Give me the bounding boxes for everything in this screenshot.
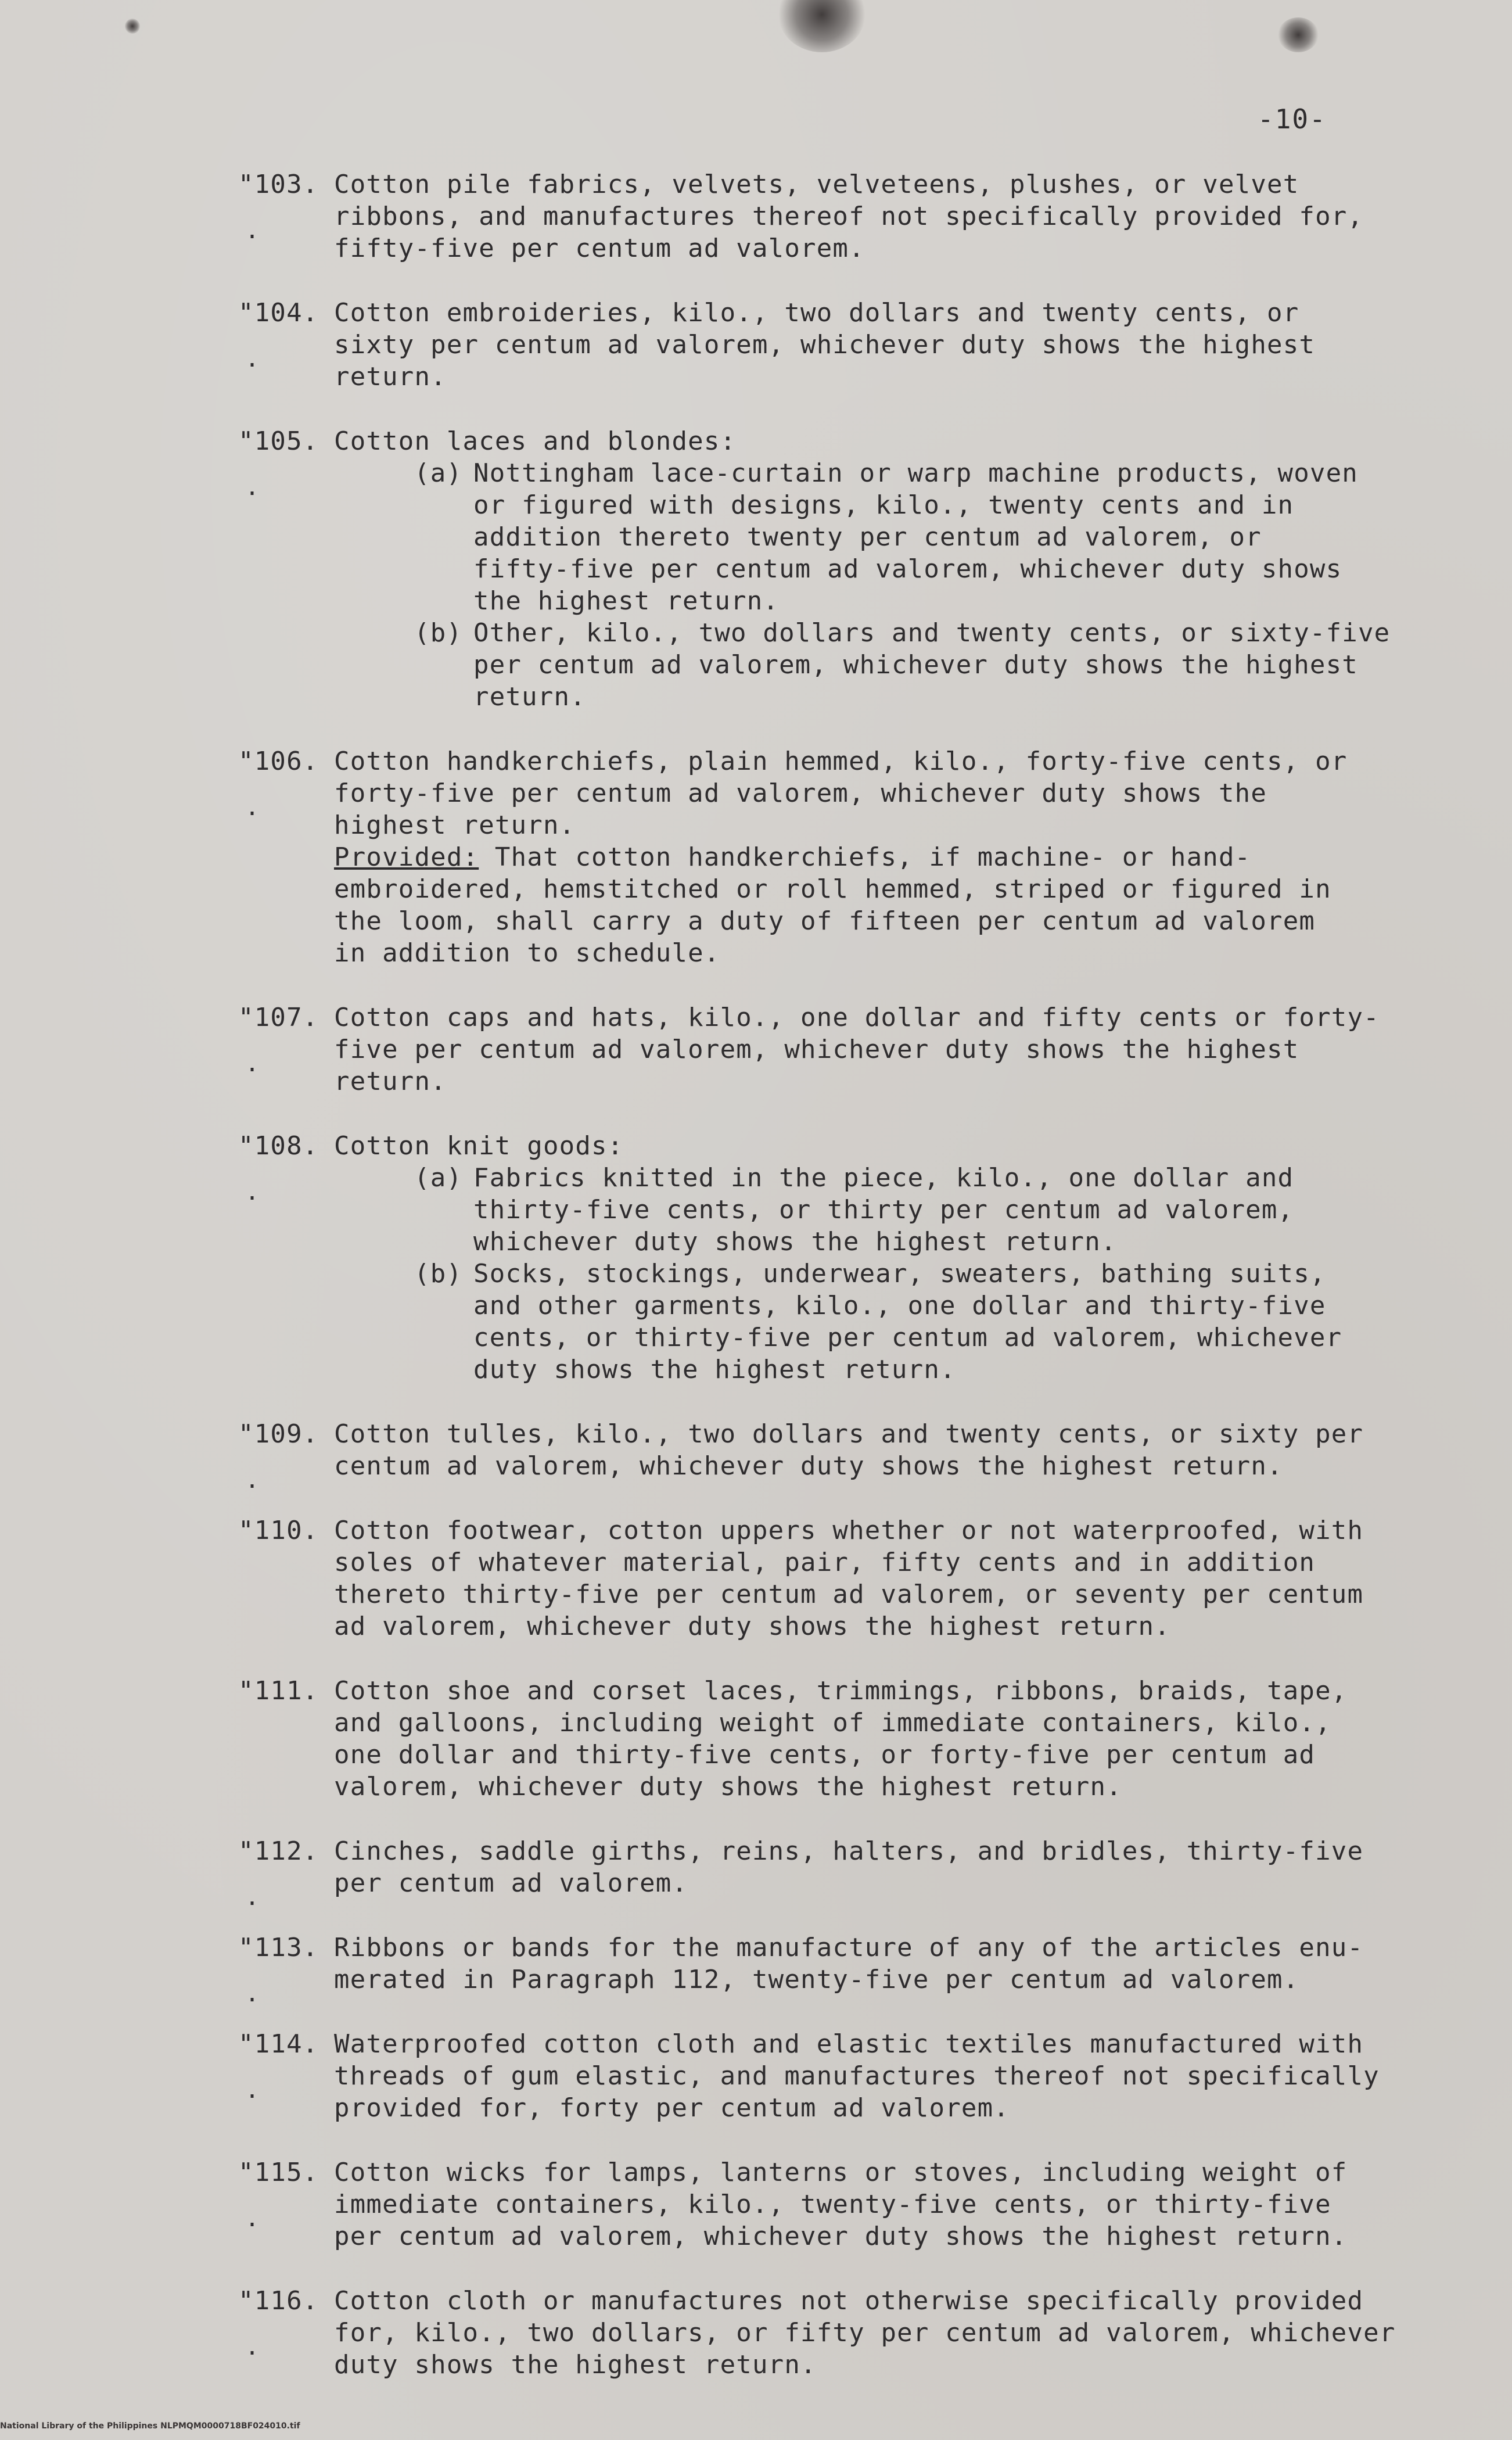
text-line: ad valorem, whichever duty shows the highest return. bbox=[334, 1612, 1170, 1641]
paragraph-number: "112. bbox=[238, 1836, 319, 1866]
paragraph-number: "110. bbox=[238, 1516, 319, 1545]
ink-stain bbox=[125, 19, 140, 34]
text-line: return. bbox=[473, 682, 586, 712]
text-line: immediate containers, kilo., twenty-five cents, or thirty-five bbox=[334, 2190, 1331, 2219]
proviso-line bbox=[334, 841, 1388, 873]
text-line: centum ad valorem, whichever duty shows the highest return. bbox=[334, 1451, 1283, 1481]
text-line: Cotton wicks for lamps, lanterns or stoves, including weight of bbox=[334, 2158, 1348, 2187]
paragraph-113 bbox=[238, 1932, 1388, 2007]
text-line: Cotton knit goods: bbox=[334, 1131, 624, 1161]
text-line: fifty-five per centum ad valorem, whichever duty shows bbox=[473, 554, 1342, 584]
margin-tick: . bbox=[245, 2205, 260, 2232]
paragraph-108 bbox=[238, 1130, 1388, 1386]
paragraph-106 bbox=[238, 745, 1388, 969]
text-line: provided for, forty per centum ad valorem. bbox=[334, 2093, 1010, 2123]
paragraph-104 bbox=[238, 297, 1388, 393]
paragraph-109 bbox=[238, 1418, 1388, 1494]
text-line: Waterproofed cotton cloth and elastic textiles manufactured with bbox=[334, 2029, 1364, 2059]
paragraph-116 bbox=[238, 2285, 1396, 2381]
margin-tick: . bbox=[245, 474, 260, 501]
text-line: Nottingham lace-curtain or warp machine products, woven bbox=[473, 458, 1358, 488]
text-line: Cotton cloth or manufactures not otherwise specifically provided bbox=[334, 2286, 1364, 2316]
paragraph-number: "103. bbox=[238, 170, 319, 199]
paragraph-number: "114. bbox=[238, 2029, 319, 2059]
tariff-entries bbox=[238, 168, 1396, 2413]
text-line: addition thereto twenty per centum ad valorem, or bbox=[473, 522, 1262, 552]
paragraph-number: "109. bbox=[238, 1419, 319, 1449]
text-line: Cinches, saddle girths, reins, halters, and bridles, thirty-five bbox=[334, 1836, 1364, 1866]
paragraph-number: "104. bbox=[238, 298, 319, 328]
proviso-text: That cotton handkerchiefs, if machine- or hand- bbox=[479, 842, 1251, 872]
margin-tick: . bbox=[245, 217, 260, 244]
margin-tick: . bbox=[245, 1050, 260, 1077]
text-line: cents, or thirty-five per centum ad valorem, whichever bbox=[473, 1323, 1342, 1352]
text-line: and galloons, including weight of immediate containers, kilo., bbox=[334, 1708, 1331, 1738]
paragraph-number: "106. bbox=[238, 747, 319, 776]
subparagraph-a bbox=[334, 1162, 1388, 1258]
text-line: Socks, stockings, underwear, sweaters, bathing suits, bbox=[473, 1259, 1326, 1289]
paragraph-number: "111. bbox=[238, 1676, 319, 1706]
paragraph-number: "108. bbox=[238, 1131, 319, 1161]
subparagraph-label: (b) bbox=[414, 1259, 463, 1289]
text-line: Ribbons or bands for the manufacture of any of the articles enu- bbox=[334, 1933, 1364, 1962]
text-line: thirty-five cents, or thirty per centum ad valorem, bbox=[473, 1195, 1294, 1225]
paragraph-number: "107. bbox=[238, 1003, 319, 1032]
text-line: merated in Paragraph 112, twenty-five per centum ad valorem. bbox=[334, 1965, 1299, 1994]
paragraph-103 bbox=[238, 168, 1388, 264]
paragraph-105 bbox=[238, 425, 1391, 713]
text-line: duty shows the highest return. bbox=[473, 1355, 956, 1384]
text-line: valorem, whichever duty shows the highest return. bbox=[334, 1772, 1122, 1802]
paragraph-number: "113. bbox=[238, 1933, 319, 1962]
text-line: duty shows the highest return. bbox=[334, 2350, 817, 2380]
text-line: ribbons, and manufactures thereof not specifically provided for, bbox=[334, 202, 1364, 231]
text-line: Cotton laces and blondes: bbox=[334, 426, 737, 456]
text-line: forty-five per centum ad valorem, whichever duty shows the bbox=[334, 778, 1267, 808]
text-line: or figured with designs, kilo., twenty cents and in bbox=[473, 490, 1294, 520]
text-line: sixty per centum ad valorem, whichever duty shows the highest bbox=[334, 330, 1316, 360]
page-number: -10- bbox=[1258, 103, 1327, 135]
text-line: the highest return. bbox=[473, 586, 780, 616]
text-line: Cotton tulles, kilo., two dollars and twenty cents, or sixty per bbox=[334, 1419, 1364, 1449]
subparagraph-label: (b) bbox=[414, 618, 463, 648]
text-line: per centum ad valorem, whichever duty shows the highest return. bbox=[334, 2222, 1348, 2251]
text-line: fifty-five per centum ad valorem. bbox=[334, 234, 865, 263]
text-line: highest return. bbox=[334, 810, 576, 840]
paragraph-115 bbox=[238, 2156, 1388, 2252]
text-line: soles of whatever material, pair, fifty cents and in addition bbox=[334, 1548, 1316, 1577]
text-line: threads of gum elastic, and manufactures thereof not specifically bbox=[334, 2061, 1380, 2091]
text-line: per centum ad valorem. bbox=[334, 1868, 688, 1898]
text-line: Fabrics knitted in the piece, kilo., one dollar and bbox=[473, 1163, 1294, 1193]
text-line: for, kilo., two dollars, or fifty per centum ad valorem, whichever bbox=[334, 2318, 1396, 2348]
margin-tick: . bbox=[245, 2334, 260, 2360]
text-line: Cotton embroideries, kilo., two dollars and twenty cents, or bbox=[334, 298, 1299, 328]
paragraph-110 bbox=[238, 1515, 1388, 1642]
subparagraph-b bbox=[334, 1258, 1388, 1386]
margin-tick: . bbox=[245, 2077, 260, 2104]
text-line: five per centum ad valorem, whichever duty shows the highest bbox=[334, 1035, 1299, 1064]
text-line: one dollar and thirty-five cents, or forty-five per centum ad bbox=[334, 1740, 1316, 1770]
paragraph-112 bbox=[238, 1835, 1388, 1911]
scan-footer: National Library of the Philippines NLPMQM0000718BF024010.tif bbox=[0, 2421, 300, 2431]
text-line: Cotton caps and hats, kilo., one dollar and fifty cents or forty- bbox=[334, 1003, 1380, 1032]
subparagraph-label: (a) bbox=[414, 458, 463, 488]
margin-tick: . bbox=[245, 1467, 260, 1494]
paragraph-107 bbox=[238, 1002, 1388, 1097]
subparagraph-label: (a) bbox=[414, 1163, 463, 1193]
text-line: per centum ad valorem, whichever duty shows the highest bbox=[473, 650, 1358, 680]
text-line: return. bbox=[334, 1067, 447, 1096]
text-line: Other, kilo., two dollars and twenty cents, or sixty-five bbox=[473, 618, 1391, 648]
margin-tick: . bbox=[245, 1179, 260, 1205]
subparagraph-b bbox=[334, 617, 1391, 713]
text-line: the loom, shall carry a duty of fifteen per centum ad valorem bbox=[334, 906, 1316, 936]
paragraph-111 bbox=[238, 1675, 1388, 1803]
subparagraph-a bbox=[334, 457, 1388, 617]
margin-tick: . bbox=[245, 1884, 260, 1911]
margin-tick: . bbox=[245, 1980, 260, 2007]
margin-tick: . bbox=[245, 346, 260, 372]
ink-stain bbox=[1278, 17, 1319, 52]
text-line: whichever duty shows the highest return. bbox=[473, 1227, 1117, 1257]
text-line: Cotton handkerchiefs, plain hemmed, kilo., forty-five cents, or bbox=[334, 747, 1348, 776]
text-line: Cotton footwear, cotton uppers whether or not waterproofed, with bbox=[334, 1516, 1364, 1545]
margin-tick: . bbox=[245, 794, 260, 821]
text-line: return. bbox=[334, 362, 447, 392]
text-line: embroidered, hemstitched or roll hemmed, striped or figured in bbox=[334, 874, 1331, 904]
paragraph-number: "116. bbox=[238, 2286, 319, 2316]
text-line: Cotton pile fabrics, velvets, velveteens, plushes, or velvet bbox=[334, 170, 1299, 199]
paragraph-number: "105. bbox=[238, 426, 319, 456]
text-line: thereto thirty-five per centum ad valorem, or seventy per centum bbox=[334, 1580, 1364, 1609]
text-line: in addition to schedule. bbox=[334, 938, 720, 968]
proviso-label: Provided: bbox=[334, 842, 479, 872]
text-line: Cotton shoe and corset laces, trimmings, ribbons, braids, tape, bbox=[334, 1676, 1348, 1706]
paragraph-114 bbox=[238, 2028, 1388, 2124]
text-line: and other garments, kilo., one dollar and thirty-five bbox=[473, 1291, 1326, 1321]
paragraph-number: "115. bbox=[238, 2158, 319, 2187]
